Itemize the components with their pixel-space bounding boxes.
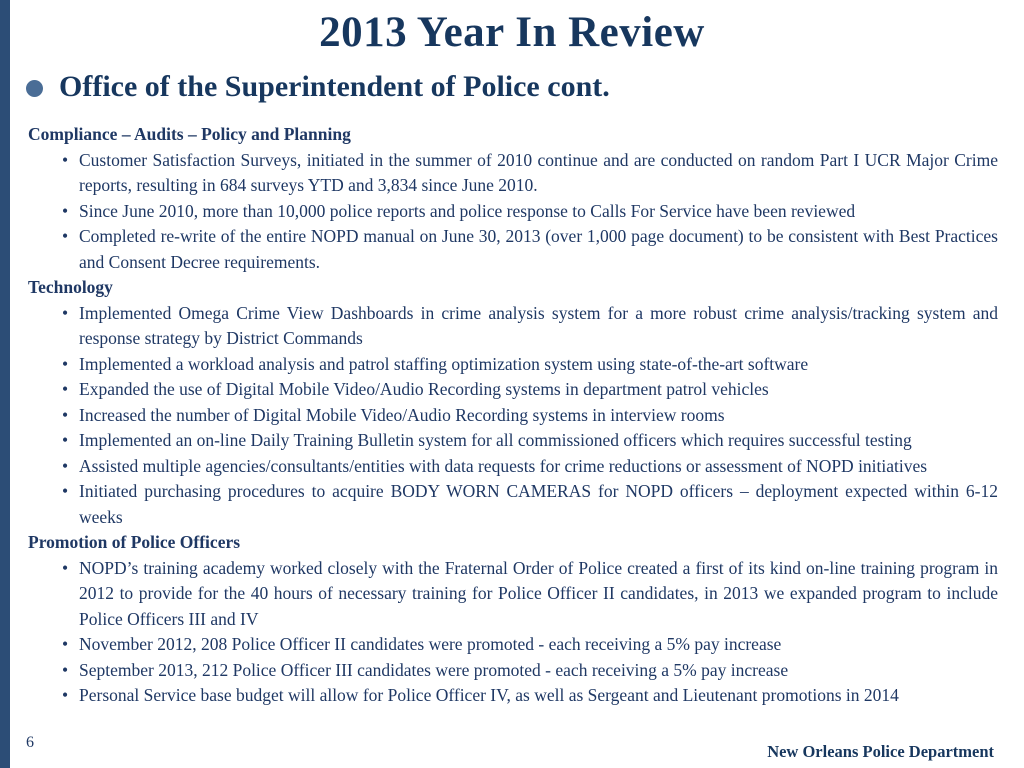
bullet-item: • Implemented a workload analysis and patrol staffing optimization system using state-of-the-art software (62, 352, 998, 378)
section-heading: Compliance – Audits – Policy and Planning (28, 124, 351, 144)
bullet-item: • November 2012, 208 Police Officer II candidates were promoted - each receiving a 5% pay increase (62, 632, 998, 658)
bullet-item: • Increased the number of Digital Mobile Video/Audio Recording systems in interview rooms (62, 403, 998, 429)
bullet-item: • Completed re-write of the entire NOPD manual on June 30, 2013 (over 1,000 page document) to be consistent with Best Practices and Consent Decree requirements. (62, 224, 998, 275)
bullet-list (28, 301, 998, 531)
bullet-item: • Since June 2010, more than 10,000 police reports and police response to Calls For Service have been reviewed (62, 199, 998, 225)
bullet-item: • Expanded the use of Digital Mobile Video/Audio Recording systems in department patrol vehicles (62, 377, 998, 403)
section-promotion (28, 530, 998, 709)
bullet-item: • Implemented an on-line Daily Training Bulletin system for all commissioned officers which requires successful testing (62, 428, 998, 454)
left-accent-bar (0, 0, 10, 768)
bullet-item: • Initiated purchasing procedures to acquire BODY WORN CAMERAS for NOPD officers – deployment expected within 6-12 weeks (62, 479, 998, 530)
bullet-item: • NOPD’s training academy worked closely with the Fraternal Order of Police created a first of its kind on-line training program in 2012 to provide for the 40 hours of necessary training for Police Officer II candidates, in 2013 we expanded program to include Police Officers III and IV (62, 556, 998, 633)
bullet-item: • Implemented Omega Crime View Dashboards in crime analysis system for a more robust crime analysis/tracking system and response strategy by District Commands (62, 301, 998, 352)
footer-text: New Orleans Police Department (767, 742, 994, 761)
bullet-item: • Customer Satisfaction Surveys, initiated in the summer of 2010 continue and are conducted on random Part I UCR Major Crime reports, resulting in 684 surveys YTD and 3,834 since June 2010. (62, 148, 998, 199)
bullet-item: • Personal Service base budget will allow for Police Officer IV, as well as Sergeant and Lieutenant promotions in 2014 (62, 683, 998, 709)
bullet-icon (26, 80, 43, 97)
section-compliance (28, 122, 998, 275)
section-technology (28, 275, 998, 530)
subtitle-row (26, 70, 1008, 104)
bullet-item: • Assisted multiple agencies/consultants/entities with data requests for crime reductions or assessment of NOPD initiatives (62, 454, 998, 480)
slide-body (28, 122, 998, 709)
bullet-list (28, 556, 998, 709)
subtitle: Office of the Superintendent of Police cont. (59, 70, 610, 103)
section-heading: Technology (28, 277, 113, 297)
page-number: 6 (26, 734, 34, 751)
bullet-list (28, 148, 998, 276)
page-title: 2013 Year In Review (319, 9, 705, 56)
bullet-item: • September 2013, 212 Police Officer III candidates were promoted - each receiving a 5% pay increase (62, 658, 998, 684)
section-heading: Promotion of Police Officers (28, 532, 241, 552)
